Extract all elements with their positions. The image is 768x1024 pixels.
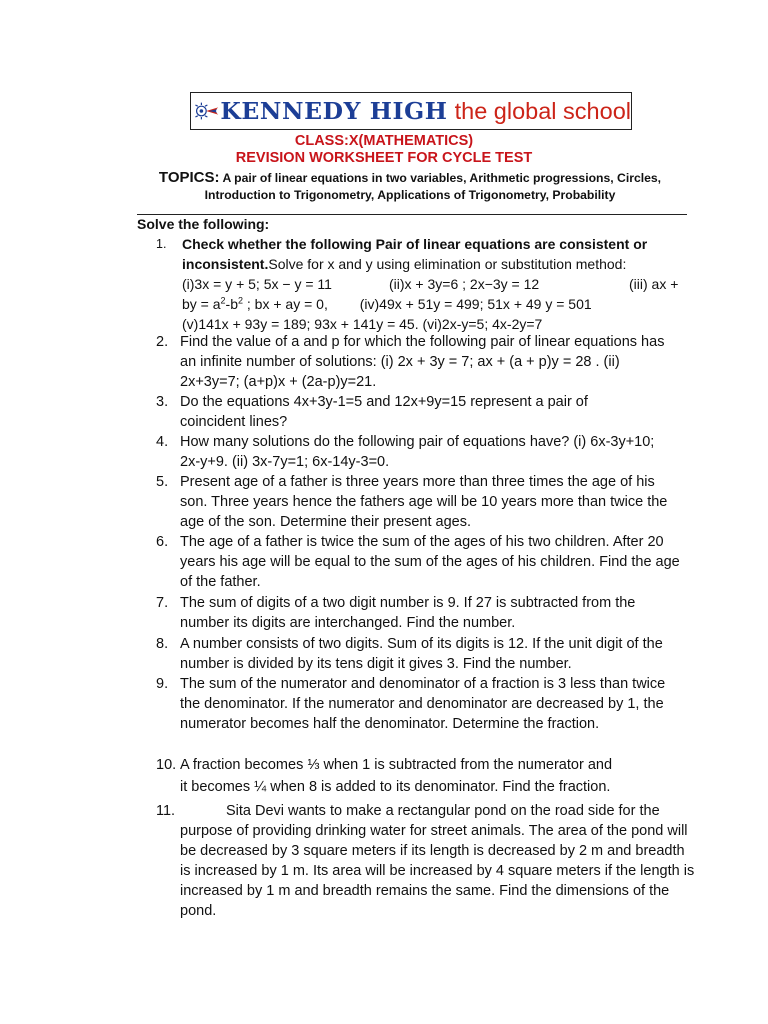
topics-line-2: Introduction to Trigonometry, Applications of Trigonometry, Probability [204, 188, 616, 202]
topics-label: TOPICS: [158, 169, 220, 186]
question-number: 10. [156, 757, 177, 773]
question-6 [156, 532, 686, 592]
worksheet-title: REVISION WORKSHEET FOR CYCLE TEST [235, 150, 533, 166]
question-number: 3. [156, 394, 169, 410]
q1-part-ii: (ii)x + 3y=6 ; 2x−3y = 12 [389, 276, 540, 292]
question-text: How many solutions do the following pair of equations have? (i) 6x-3y+10; 2x-y+9. (ii) 3x-7y=1; 6x-14y-3=0. [180, 434, 655, 470]
q1-part-iii-a: (iii) ax + [629, 276, 679, 292]
school-emblem-icon [193, 93, 219, 129]
q1-part-iv: (iv)49x + 51y = 499; 51x + 49 y = 501 [359, 296, 592, 312]
question-3 [156, 392, 656, 432]
question-1-bold-text: Check whether the following Pair of linear equations are consistent or inconsistent. [182, 236, 648, 272]
question-1-text: Solve for x and y using elimination or substitution method: [268, 256, 627, 272]
question-number: 4. [156, 434, 169, 450]
q1-part-iii: by = $a^2-b^2$ ; bx + ay = 0, [182, 295, 328, 312]
question-number: 7. [156, 595, 169, 611]
question-10 [156, 755, 696, 799]
question-number: 1. [156, 237, 167, 251]
question-number: 9. [156, 676, 169, 692]
question-number: 6. [156, 534, 169, 550]
question-4 [156, 432, 666, 472]
question-text: Do the equations 4x+3y-1=5 and 12x+9y=15 represent a pair of coincident lines? [180, 394, 588, 430]
question-text: The sum of digits of a two digit number is 9. If 27 is subtracted from the number its digits are interchanged. Find the number. [180, 595, 636, 631]
q1-part-i: (i)3x = y + 5; 5x − y = 11 [182, 276, 332, 292]
question-2 [156, 332, 676, 392]
logo-school-name: KENNEDY HIGH [220, 97, 448, 125]
question-11 [156, 801, 696, 921]
school-logo [190, 92, 632, 130]
question-10-line-1: A fraction becomes ⅓ when 1 is subtracted from the numerator and [180, 757, 613, 773]
question-text: Present age of a father is three years more than three times the age of his son. Three years hence the fathers age will be 10 years more than twice the age of the son. Determine their present ages. [180, 474, 668, 530]
question-number: 11. [156, 803, 176, 819]
logo-tagline: the global school [454, 97, 631, 124]
question-text: Find the value of a and p for which the following pair of linear equations has an infinite number of solutions: (i) 2x + 3y = 7; ax + (a + p)y = 28 . (ii) 2x+3y=7; (a+p)x + (2a-p)y=21. [180, 334, 665, 390]
question-9 [156, 674, 686, 734]
question-1 [156, 234, 696, 334]
question-number: 5. [156, 474, 169, 490]
question-8 [156, 634, 686, 674]
q1-part-vi: (vi)2x-y=5; 4x-2y=7 [422, 316, 543, 332]
question-text: Sita Devi wants to make a rectangular pond on the road side for the purpose of providing drinking water for street animals. The area of the pond will be decreased by 3 square meters if its length is decreased by 2 m and breadth is increased by 1 m. Its area will be increased by 4 square meters if the length is increased by 1 m and breadth remains the same. Find the dimensions of the pond. [180, 803, 695, 919]
q1-part-v: (v)141x + 93y = 189; 93x + 141y = 45. [182, 316, 419, 332]
question-5 [156, 472, 686, 532]
question-number: 8. [156, 636, 169, 652]
question-10-line-2: it becomes ¼ when 8 is added to its denominator. Find the fraction. [180, 779, 611, 795]
instruction-heading: Solve the following: [137, 216, 270, 232]
question-number: 2. [156, 334, 169, 350]
class-heading: CLASS:X(MATHEMATICS) [294, 133, 474, 149]
topics-block [130, 169, 690, 204]
header-divider [137, 214, 687, 215]
question-text: The age of a father is twice the sum of the ages of his two children. After 20 years his age will be equal to the sum of the ages of his children. Find the age of the father. [180, 534, 680, 590]
question-7 [156, 593, 686, 633]
question-text: A number consists of two digits. Sum of its digits is 12. If the unit digit of the number is divided by its tens digit it gives 3. Find the number. [180, 636, 663, 672]
topics-line-1: A pair of linear equations in two variables, Arithmetic progressions, Circles, [222, 171, 662, 185]
question-text: The sum of the numerator and denominator of a fraction is 3 less than twice the denominator. If the numerator and denominator are decreased by 1, the numerator becomes half the denominator. Determine the fraction. [180, 676, 666, 732]
